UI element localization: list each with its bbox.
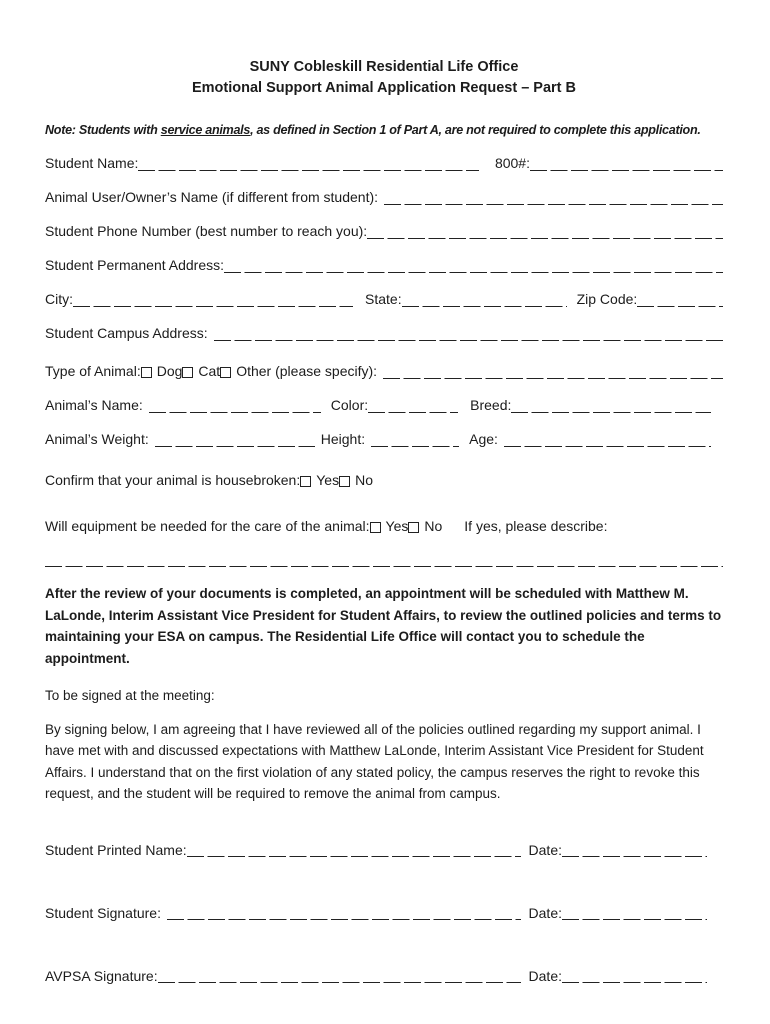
animal-stats-row [45, 430, 723, 449]
city-field[interactable] [73, 290, 353, 309]
animal-age-label: Age: [469, 431, 498, 447]
campus-address-row [45, 324, 723, 343]
animal-weight-label: Animal’s Weight: [45, 431, 149, 447]
equipment-no-label: No [424, 518, 443, 534]
animal-name-field[interactable] [149, 396, 321, 415]
equipment-label: Will equipment be needed for the care of the animal: [45, 518, 370, 534]
campus-address-field[interactable] [214, 324, 723, 343]
equipment-description-row [45, 550, 723, 569]
note-suffix: , as defined in Section 1 of Part A, are not required to complete this application. [250, 123, 701, 137]
student-signature-row [45, 904, 723, 923]
animal-age-field[interactable] [504, 430, 711, 449]
equipment-row [45, 517, 723, 536]
dog-checkbox[interactable] [141, 367, 152, 378]
id800-label: 800#: [494, 155, 530, 171]
owner-name-row [45, 188, 723, 207]
agreement-paragraph: By signing below, I am agreeing that I have reviewed all of the policies outlined regarding my support animal. I have met with and discussed expectations with Matthew LaLonde, Interim Assistant Vice President for Student Affairs. I understand that on the first violation of any stated policy, the campus reserves the right to revoke this request, and the student will be required to remove the animal from campus. [45, 721, 704, 801]
permanent-address-label: Student Permanent Address: [45, 257, 224, 273]
animal-type-row [45, 362, 723, 381]
student-signature-field[interactable] [167, 904, 521, 923]
animal-type-label: Type of Animal: [45, 363, 141, 379]
other-specify-field[interactable] [383, 362, 723, 381]
to-be-signed-text: To be signed at the meeting: [45, 688, 215, 703]
state-field[interactable] [402, 290, 567, 309]
color-field[interactable] [368, 396, 458, 415]
equipment-no-checkbox[interactable] [408, 522, 419, 533]
breed-label: Breed: [470, 397, 512, 413]
id800-field[interactable] [530, 154, 723, 173]
student-name-row [45, 154, 723, 173]
city-state-zip-row [45, 290, 723, 309]
equipment-yes-checkbox[interactable] [370, 522, 381, 533]
phone-row [45, 222, 723, 241]
animal-height-label: Height: [320, 431, 366, 447]
printed-name-date-field[interactable] [562, 841, 707, 860]
equipment-describe-label: If yes, please describe: [464, 518, 608, 534]
animal-weight-field[interactable] [155, 430, 315, 449]
note-prefix: Note: Students with [45, 123, 161, 137]
state-label: State: [365, 291, 402, 307]
zip-field[interactable] [637, 290, 723, 309]
color-label: Color: [330, 397, 369, 413]
printed-name-row [45, 841, 723, 860]
avpsa-date-label: Date: [528, 967, 562, 984]
permanent-address-row [45, 256, 723, 275]
student-name-label: Student Name: [45, 155, 139, 171]
breed-field[interactable] [511, 396, 711, 415]
housebroken-no-label: No [355, 472, 373, 488]
student-signature-date-field[interactable] [562, 904, 707, 923]
housebroken-no-checkbox[interactable] [339, 476, 350, 487]
owner-name-field[interactable] [384, 188, 723, 207]
student-signature-label: Student Signature: [45, 904, 161, 921]
zip-label: Zip Code: [576, 291, 638, 307]
housebroken-label: Confirm that your animal is housebroken: [45, 472, 301, 488]
housebroken-row [45, 471, 723, 490]
animal-name-row [45, 396, 723, 415]
campus-address-label: Student Campus Address: [45, 325, 208, 341]
document-title: SUNY Cobleskill Residential Life Office [249, 59, 519, 75]
avpsa-signature-row [45, 967, 723, 986]
dog-checkbox-label: Dog [156, 363, 183, 379]
animal-name-label: Animal’s Name: [45, 397, 143, 413]
avpsa-date-field[interactable] [562, 967, 707, 986]
housebroken-yes-label: Yes [316, 472, 340, 488]
phone-label: Student Phone Number (best number to reach you): [45, 223, 368, 239]
avpsa-signature-label: AVPSA Signature: [45, 967, 158, 984]
other-checkbox[interactable] [220, 367, 231, 378]
document-subtitle: Emotional Support Animal Application Request – Part B [191, 80, 577, 96]
note-text [45, 121, 723, 140]
housebroken-yes-checkbox[interactable] [300, 476, 311, 487]
equipment-yes-label: Yes [385, 518, 409, 534]
other-checkbox-label: Other (please specify): [236, 363, 378, 379]
printed-name-label: Student Printed Name: [45, 841, 187, 858]
owner-name-label: Animal User/Owner’s Name (if different from student): [45, 189, 379, 205]
student-signature-date-label: Date: [528, 904, 562, 921]
student-name-field[interactable] [138, 154, 479, 173]
phone-field[interactable] [367, 222, 723, 241]
cat-checkbox-label: Cat [198, 363, 221, 379]
note-term-service-animals: service animals [160, 123, 251, 137]
printed-name-date-label: Date: [528, 841, 562, 858]
equipment-description-field[interactable] [45, 550, 723, 569]
avpsa-signature-field[interactable] [158, 967, 521, 986]
appointment-paragraph: After the review of your documents is completed, an appointment will be scheduled with Matthew M. LaLonde, Interim Assistant Vice President for Student Affairs, to review the outlined policies and terms to maintaining your ESA on campus. The Residential Life Office will contact you to schedule the appointment. [45, 586, 722, 666]
animal-height-field[interactable] [371, 430, 459, 449]
printed-name-field[interactable] [187, 841, 521, 860]
permanent-address-field[interactable] [224, 256, 723, 275]
city-label: City: [45, 291, 73, 307]
cat-checkbox[interactable] [182, 367, 193, 378]
